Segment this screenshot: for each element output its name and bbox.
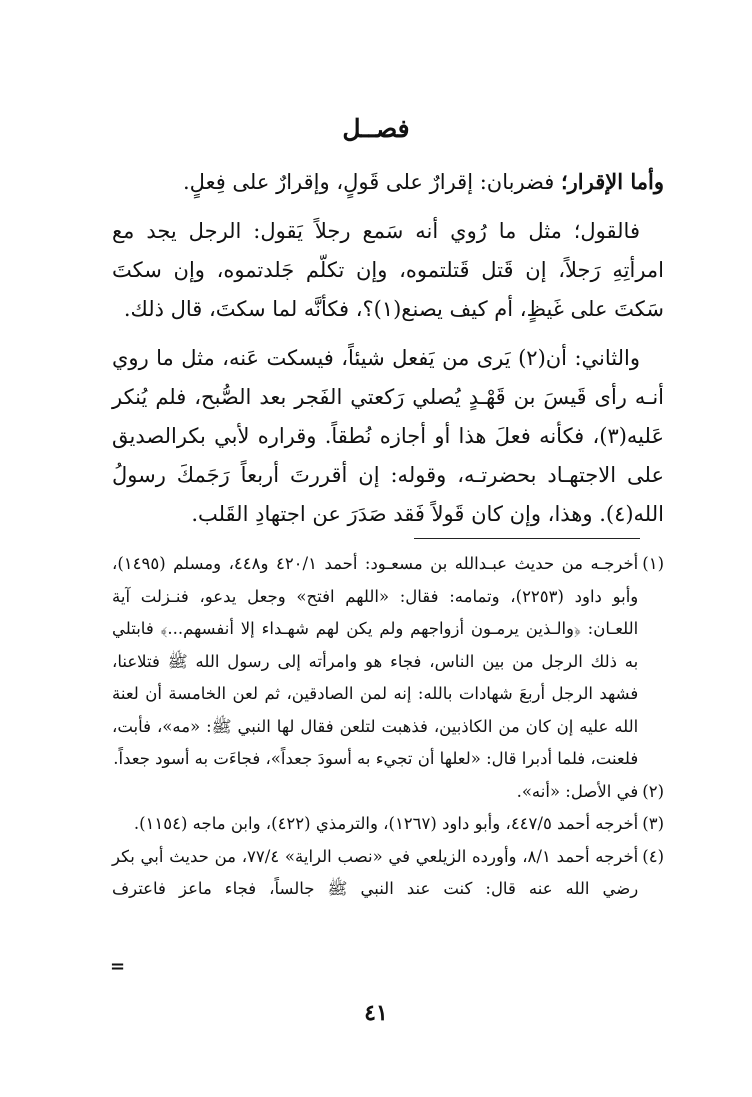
paragraph-iqrar (112, 162, 664, 202)
footnote-text: أخرجـه من حديث عبـدالله بن مسعـود: أحمد ٤٢٠/١ و٤٤٨، ومسلم (١٤٩٥)، وأبو داود (٢٢٥٣)، وتمامه: فقال: «اللهم افتح» وجعل يدعو، فنـزلت آية اللعـان: ﴿والـذين يرمـون أزواجهم ولم يكن لهم شهـداء إلا أنفسهم...﴾ فابتلي به ذلك الرجل من بين الناس، فجاء هو وامرأته إلى رسول الله ﷺ فتلاعنا، فشهد الرجل أربعَ شهادات بالله: إنه لمن الصادقين، ثم لعن الخامسة أن لعنة الله عليه إن كان من الكاذبين، فذهبت لتلعن فقال لها النبي ﷺ: «مه»، فأبت، فلعنت، فلما أدبرا قال: «لعلها أن تجيء به أسودَ جعداً»، فجاءَت به أسود جعداً. (112, 554, 639, 768)
footnote-3 (112, 808, 664, 841)
main-text (112, 162, 664, 544)
footnote-4 (112, 841, 664, 906)
footnote-2 (112, 776, 664, 809)
continuation-mark: = (110, 956, 126, 977)
footnote-text: أخرجه أحمد ٤٤٧/٥، وأبو داود (١٢٦٧)، والترمذي (٤٢٢)، وابن ماجه (١١٥٤). (133, 814, 639, 833)
paragraph-qawl: فالقول؛ مثل ما رُوي أنه سَمع رجلاً يَقول: الرجل يجد مع امرأتِهِ رَجلاً، إن قَتل قَتلتموه، وإن تكلّم جَلدتموه، وإن سكتَ سَكتَ على غَيظٍ، أم كيف يصنع(١)؟، فكأنَّه لما سكتَ، قال ذلك. (112, 219, 664, 321)
footnote-text: في الأصل: «أنه». (516, 781, 639, 801)
footnote-1 (112, 548, 664, 776)
footnote-number: (٤) (642, 846, 664, 866)
section-heading: فصــل (342, 114, 410, 143)
footnote-number: (١) (642, 554, 664, 573)
footnotes (112, 548, 664, 906)
paragraph-thani: والثاني: أن(٢) يَرى من يَفعل شيئاً، فيسكت عَنه، مثل ما روي أنـه رأى قَيسَ بن قَهْـدٍ يُصلي رَكعتي الفَجر بعد الصُّبح، فلم يُنكر عَليه(٣)، فكأنه فعلَ هذا أو أجازه نُطقاً. وقراره لأبي بكرالصديق على الاجتهـاد بحضرتـه، وقوله: إن أقررتَ أربعاً رَجَمكَ رسولُ الله(٤). وهذا، وإن كان قَولاً فَقد صَدَرَ عن اجتهادِ القَلب. (112, 346, 664, 526)
footnote-separator (414, 538, 640, 539)
page-number: ٤١ (364, 1000, 388, 1026)
footnote-number: (٣) (642, 814, 664, 833)
paragraph-text: فضربان: إقرارٌ على قَولٍ، وإقرارٌ على فِعلٍ. (183, 170, 561, 194)
paragraph-lead: وأما الإقرار؛ (560, 169, 664, 194)
footnote-text: أخرجه أحمد ٨/١، وأورده الزيلعي في «نصب الراية» ٧٧/٤، من حديث أبي بكر رضي الله عنه قال: كنت عند النبي ﷺ جالساً، فجاء ماعز فاعترف (112, 846, 639, 898)
footnote-number: (٢) (642, 781, 664, 801)
